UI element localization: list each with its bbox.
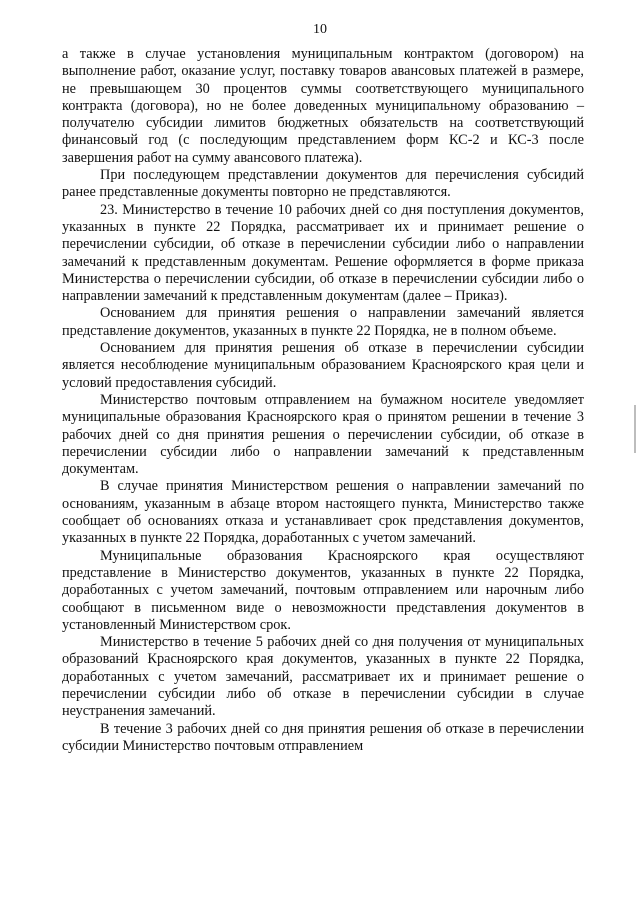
paragraph: Министерство почтовым отправлением на бумажном носителе уведомляет муниципальные образования Красноярского края о принятом решении в течение 3 рабочих дней со дня принятия решения о перечислении субсидии, об отказе в перечислении субсидии либо о направлении замечаний к представленным документам. xyxy=(62,391,584,478)
paragraph: Министерство в течение 5 рабочих дней со дня получения от муниципальных образований Красноярского края документов, указанных в пункте 22 Порядка, доработанных с учетом замечаний, рассматривает их и принимает решение о перечислении субсидии либо об отказе в перечислении субсидии в случае неустранения замечаний. xyxy=(62,634,584,720)
paragraph-item-23: 23. Министерство в течение 10 рабочих дней со дня поступления документов, указанных в пункте 22 Порядка, рассматривает их и принимает решение о перечислении субсидии, об отказе в перечислении субсидии либо о направлении замечаний к представленным документам. Решение оформляется в форме приказа Министерства о перечислении субсидии, об отказе в перечислении субсидии либо о направлении замечаний к представленным документам (далее – Приказ). xyxy=(62,201,584,305)
paragraph: Основанием для принятия решения об отказе в перечислении субсидии является несоблюдение муниципальным образованием Красноярского края цели и условий предоставления субсидий. xyxy=(62,340,584,391)
document-body xyxy=(62,46,584,755)
page-number: 10 xyxy=(313,22,327,37)
paragraph: Муниципальные образования Красноярского края осуществляют представление в Министерство документов, указанных в пункте 22 Порядка, доработанных с учетом замечаний, почтовым отправлением или нарочным либо сообщают в письменном виде о невозможности представления документов в установленный Министерством срок. xyxy=(62,547,584,633)
paragraph: В течение 3 рабочих дней со дня принятия решения об отказе в перечислении субсидии Министерство почтовым отправлением xyxy=(62,720,584,754)
paragraph: В случае принятия Министерством решения о направлении замечаний по основаниям, указанным в абзаце втором настоящего пункта, Министерство также сообщает об основаниях отказа и устанавливает срок представления документов, указанных в пункте 22 Порядка, доработанных с учетом замечаний. xyxy=(62,478,584,547)
paragraph: Основанием для принятия решения о направлении замечаний является представление документов, указанных в пункте 22 Порядка, не в полном объеме. xyxy=(62,305,584,339)
paragraph-continuation: а также в случае установления муниципальным контрактом (договором) на выполнение работ, оказание услуг, поставку товаров авансовых платежей в размере, не превышающем 30 процентов суммы соответствующего муниципального контракта (договора), но не более доведенных муниципальному образованию – получателю субсидии лимитов бюджетных обязательств на соответствующий финансовый год (с последующим представлением форм КС-2 и КС-3 после завершения работ на сумму авансового платежа). xyxy=(62,46,584,166)
paragraph: При последующем представлении документов для перечисления субсидий ранее представленные документы повторно не представляются. xyxy=(62,167,584,201)
scan-edge-mark xyxy=(634,405,636,453)
